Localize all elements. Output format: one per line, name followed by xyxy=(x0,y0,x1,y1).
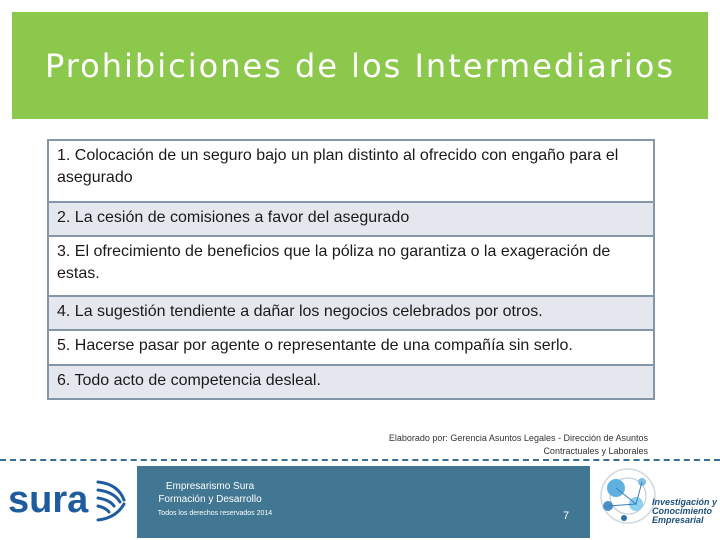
footer-rights: Todos los derechos reservados 2014 xyxy=(157,510,273,517)
investigacion-logo-text xyxy=(652,498,718,525)
list-item: 3. El ofrecimiento de beneficios que la póliza no garantiza o la exageración de estas. xyxy=(49,237,653,295)
credit-line-1: Elaborado por: Gerencia Asuntos Legales - Dirección de Asuntos xyxy=(388,433,648,443)
footer-line-1: Empresarismo Sura xyxy=(165,481,255,492)
footer-text xyxy=(140,480,280,506)
sura-logo-text: sura xyxy=(8,479,89,521)
slide-title: Prohibiciones de los Intermediarios xyxy=(44,46,675,85)
credit-note xyxy=(328,432,648,458)
list-item: 6. Todo acto de competencia desleal. xyxy=(49,366,653,398)
logo-text-line-1: Investigación y xyxy=(652,497,718,507)
list-item: 4. La sugestión tendiente a dañar los negocios celebrados por otros. xyxy=(49,297,653,329)
title-band xyxy=(12,12,708,119)
prohibitions-list xyxy=(47,139,655,400)
list-item: 2. La cesión de comisiones a favor del asegurado xyxy=(49,203,653,235)
footer-divider xyxy=(0,459,720,461)
footer-line-2: Formación y Desarrollo xyxy=(158,494,262,505)
page-number: 7 xyxy=(563,510,570,522)
list-item: 5. Hacerse pasar por agente o representante de una compañía sin serlo. xyxy=(49,331,653,364)
credit-line-2: Contractuales y Laborales xyxy=(543,446,648,456)
sura-logo xyxy=(6,474,128,526)
logo-text-line-3: Empresarial xyxy=(652,515,704,525)
list-item: 1. Colocación de un seguro bajo un plan distinto al ofrecido con engaño para el asegurado xyxy=(49,141,653,201)
logo-text-line-2: Conocimiento xyxy=(652,506,712,516)
